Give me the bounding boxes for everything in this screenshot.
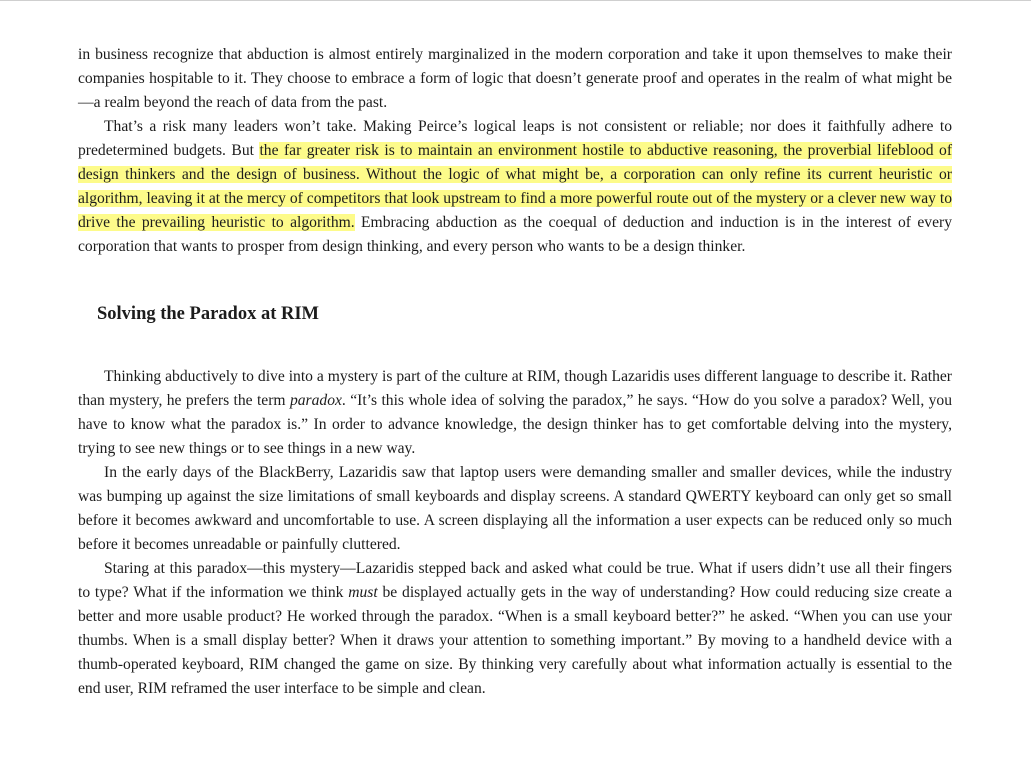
paragraph-intro <box>78 43 952 115</box>
paragraph-blackberry-text: In the early days of the BlackBerry, Lazaridis saw that laptop users were demanding smaller and smaller devices, while the industry was bumping up against the size limitations of small keyboards and display screens. A standard QWERTY keyboard can only get so small before it becomes awkward and uncomfortable to use. A screen displaying all the information a user expects can be reduced only so much before it becomes unreadable or painfully cluttered. <box>78 464 952 553</box>
section-body <box>78 365 952 701</box>
page-content <box>78 43 952 701</box>
paragraph-risk <box>78 115 952 259</box>
paragraph-risk-tail: Embracing abduction as the coequal of deduction and induction is in the interest of every corporation that wants to prosper from design thinking, and every person who wants to be a design thinker. <box>78 214 952 255</box>
highlighted-passage[interactable]: the far greater risk is to maintain an environment hostile to abductive reasoning, the proverbial lifeblood of design thinkers and the design of business. Without the logic of what might be, a corporation can only refine its current heuristic or algorithm, leaving it at the mercy of competitors that look upstream to find a more powerful route out of the mystery or a clever new way to drive the prevailing heuristic to algorithm. <box>78 142 953 231</box>
paragraph-thumbs <box>78 557 952 701</box>
emphasis-paradox: paradox <box>289 392 342 409</box>
paragraph-risk-lead: That’s a risk many leaders won’t take. Making Peirce’s logical leaps is not consistent or reliable; nor does it faithfully adhere to predetermined budgets. But <box>78 118 952 159</box>
paragraph-paradox-lead: Thinking abductively to dive into a mystery is part of the culture at RIM, though Lazaridis uses different language to describe it. Rather than mystery, he prefers the term <box>78 368 952 409</box>
paragraph-blackberry <box>78 461 952 557</box>
paragraph-thumbs-lead: Staring at this paradox—this mystery—Lazaridis stepped back and asked what could be true. What if users didn’t use all their fingers to type? What if the information we think <box>78 560 952 601</box>
paragraph-intro-text: in business recognize that abduction is almost entirely marginalized in the modern corporation and take it upon themselves to make their companies hospitable to it. They choose to embrace a form of logic that doesn’t generate proof and operates in the realm of what might be—a realm beyond the reach of data from the past. <box>78 46 952 111</box>
section-heading: Solving the Paradox at RIM <box>97 304 319 324</box>
paragraph-paradox-tail: . “It’s this whole idea of solving the paradox,” he says. “How do you solve a paradox? Well, you have to know what the paradox is.” In order to advance knowledge, the design thinker has to get comfortable delving into the mystery, trying to see new things or to see things in a new way. <box>78 392 952 457</box>
emphasis-must: must <box>348 584 378 601</box>
paragraph-thumbs-tail: be displayed actually gets in the way of understanding? How could reducing size create a better and more usable product? He worked through the paradox. “When is a small keyboard better?” he asked. “When you can use your thumbs. When is a small display better? When it draws your attention to something important.” By moving to a handheld device with a thumb-operated keyboard, RIM changed the game on size. By thinking very carefully about what information actually is essential to the end user, RIM reframed the user interface to be simple and clean. <box>78 584 952 697</box>
paragraph-paradox <box>78 365 952 461</box>
